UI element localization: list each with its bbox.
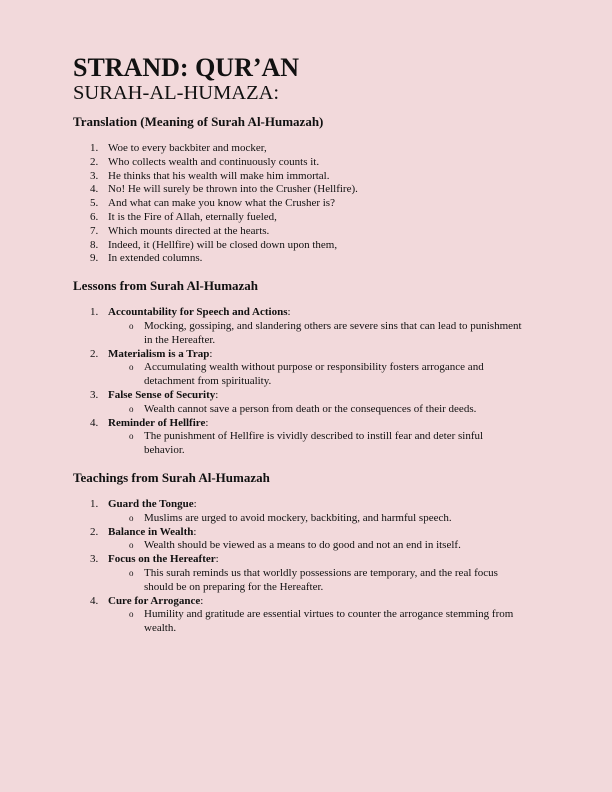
list-item bbox=[73, 142, 543, 156]
item-detail: This surah reminds us that worldly possessions are temporary, and the real focus should be on preparing for the Hereafter. bbox=[144, 566, 498, 593]
bullet-icon: o bbox=[129, 567, 134, 578]
colon: : bbox=[193, 497, 197, 510]
item-title: False Sense of Security bbox=[108, 388, 216, 401]
sub-item bbox=[73, 567, 543, 595]
item-title: Balance in Wealth bbox=[108, 525, 194, 538]
list-item bbox=[73, 197, 543, 211]
list-number: 4. bbox=[90, 416, 99, 429]
colon: : bbox=[215, 553, 219, 566]
list-number: 1. bbox=[90, 306, 99, 319]
item-title: Cure for Arrogance bbox=[108, 594, 201, 607]
item-title: Focus on the Hereafter bbox=[108, 553, 216, 566]
sub-item bbox=[73, 512, 543, 526]
list-number: 8. bbox=[90, 238, 99, 251]
colon: : bbox=[193, 525, 197, 538]
page-title: STRAND: QUR’AN bbox=[73, 53, 300, 82]
list-item bbox=[73, 389, 543, 403]
item-detail: Accumulating wealth without purpose or responsibility fosters arrogance and detachment from spirituality. bbox=[144, 361, 484, 388]
verse-text: And what can make you know what the Crusher is? bbox=[108, 197, 335, 210]
page-subtitle: SURAH-AL-HUMAZA: bbox=[73, 82, 280, 104]
item-detail: Wealth cannot save a person from death or the consequences of their deeds. bbox=[144, 402, 477, 415]
translation-list bbox=[73, 142, 543, 266]
document-page bbox=[73, 54, 543, 636]
list-item bbox=[73, 239, 543, 253]
list-number: 7. bbox=[90, 224, 99, 237]
sub-item bbox=[73, 320, 543, 348]
item-title: Materialism is a Trap bbox=[108, 347, 210, 360]
list-item bbox=[73, 526, 543, 540]
bullet-icon: o bbox=[129, 512, 134, 523]
bullet-icon: o bbox=[129, 320, 134, 331]
list-item bbox=[73, 211, 543, 225]
sub-item bbox=[73, 403, 543, 417]
bullet-icon: o bbox=[129, 609, 134, 620]
list-item bbox=[73, 156, 543, 170]
sub-item bbox=[73, 608, 543, 636]
list-number: 2. bbox=[90, 525, 99, 538]
list-item bbox=[73, 417, 543, 431]
colon: : bbox=[205, 416, 209, 429]
sub-item bbox=[73, 361, 543, 389]
list-number: 1. bbox=[90, 142, 99, 154]
lessons-heading: Lessons from Surah Al-Humazah bbox=[73, 278, 259, 294]
verse-text: No! He will surely be thrown into the Crusher (Hellfire). bbox=[108, 183, 358, 196]
list-number: 3. bbox=[90, 553, 99, 566]
list-item bbox=[73, 183, 543, 197]
list-number: 6. bbox=[90, 210, 99, 223]
verse-text: Who collects wealth and continuously counts it. bbox=[108, 155, 320, 168]
verse-text: In extended columns. bbox=[108, 252, 203, 265]
verse-text: Woe to every backbiter and mocker, bbox=[108, 142, 267, 154]
bullet-icon: o bbox=[129, 431, 134, 442]
item-detail: Wealth should be viewed as a means to do good and not an end in itself. bbox=[144, 539, 461, 552]
colon: : bbox=[209, 347, 213, 360]
lessons-list bbox=[73, 306, 543, 458]
bullet-icon: o bbox=[129, 362, 134, 373]
list-item bbox=[73, 225, 543, 239]
item-title: Reminder of Hellfire bbox=[108, 416, 206, 429]
list-item bbox=[73, 553, 543, 567]
list-number: 9. bbox=[90, 252, 99, 265]
list-item bbox=[73, 498, 543, 512]
list-number: 3. bbox=[90, 169, 99, 182]
item-detail: Muslims are urged to avoid mockery, backbiting, and harmful speech. bbox=[144, 511, 452, 524]
item-title: Guard the Tongue bbox=[108, 497, 194, 510]
colon: : bbox=[200, 594, 204, 607]
bullet-icon: o bbox=[129, 403, 134, 414]
colon: : bbox=[287, 306, 291, 319]
item-detail: Humility and gratitude are essential virtues to counter the arrogance stemming from wealth. bbox=[144, 608, 514, 635]
list-item bbox=[73, 170, 543, 184]
sub-item bbox=[73, 430, 543, 458]
list-number: 2. bbox=[90, 155, 99, 168]
sub-item bbox=[73, 539, 543, 553]
list-number: 2. bbox=[90, 347, 99, 360]
colon: : bbox=[215, 388, 219, 401]
list-number: 4. bbox=[90, 183, 99, 196]
list-number: 4. bbox=[90, 594, 99, 607]
list-item bbox=[73, 348, 543, 362]
item-detail: Mocking, gossiping, and slandering others are severe sins that can lead to punishment in the Hereafter. bbox=[144, 319, 522, 346]
verse-text: Which mounts directed at the hearts. bbox=[108, 224, 270, 237]
list-number: 1. bbox=[90, 497, 99, 510]
list-number: 5. bbox=[90, 197, 99, 210]
verse-text: It is the Fire of Allah, eternally fueled, bbox=[108, 210, 277, 223]
verse-text: Indeed, it (Hellfire) will be closed down upon them, bbox=[108, 238, 338, 251]
list-item bbox=[73, 595, 543, 609]
translation-heading: Translation (Meaning of Surah Al-Humazah) bbox=[73, 114, 324, 129]
list-item bbox=[73, 306, 543, 320]
teachings-list bbox=[73, 498, 543, 636]
list-number: 3. bbox=[90, 388, 99, 401]
verse-text: He thinks that his wealth will make him immortal. bbox=[108, 169, 330, 182]
bullet-icon: o bbox=[129, 540, 134, 551]
teachings-heading: Teachings from Surah Al-Humazah bbox=[73, 469, 270, 485]
item-detail: The punishment of Hellfire is vividly described to instill fear and deter sinful behavior. bbox=[144, 430, 484, 457]
item-title: Accountability for Speech and Actions bbox=[108, 306, 288, 319]
list-item bbox=[73, 252, 543, 266]
